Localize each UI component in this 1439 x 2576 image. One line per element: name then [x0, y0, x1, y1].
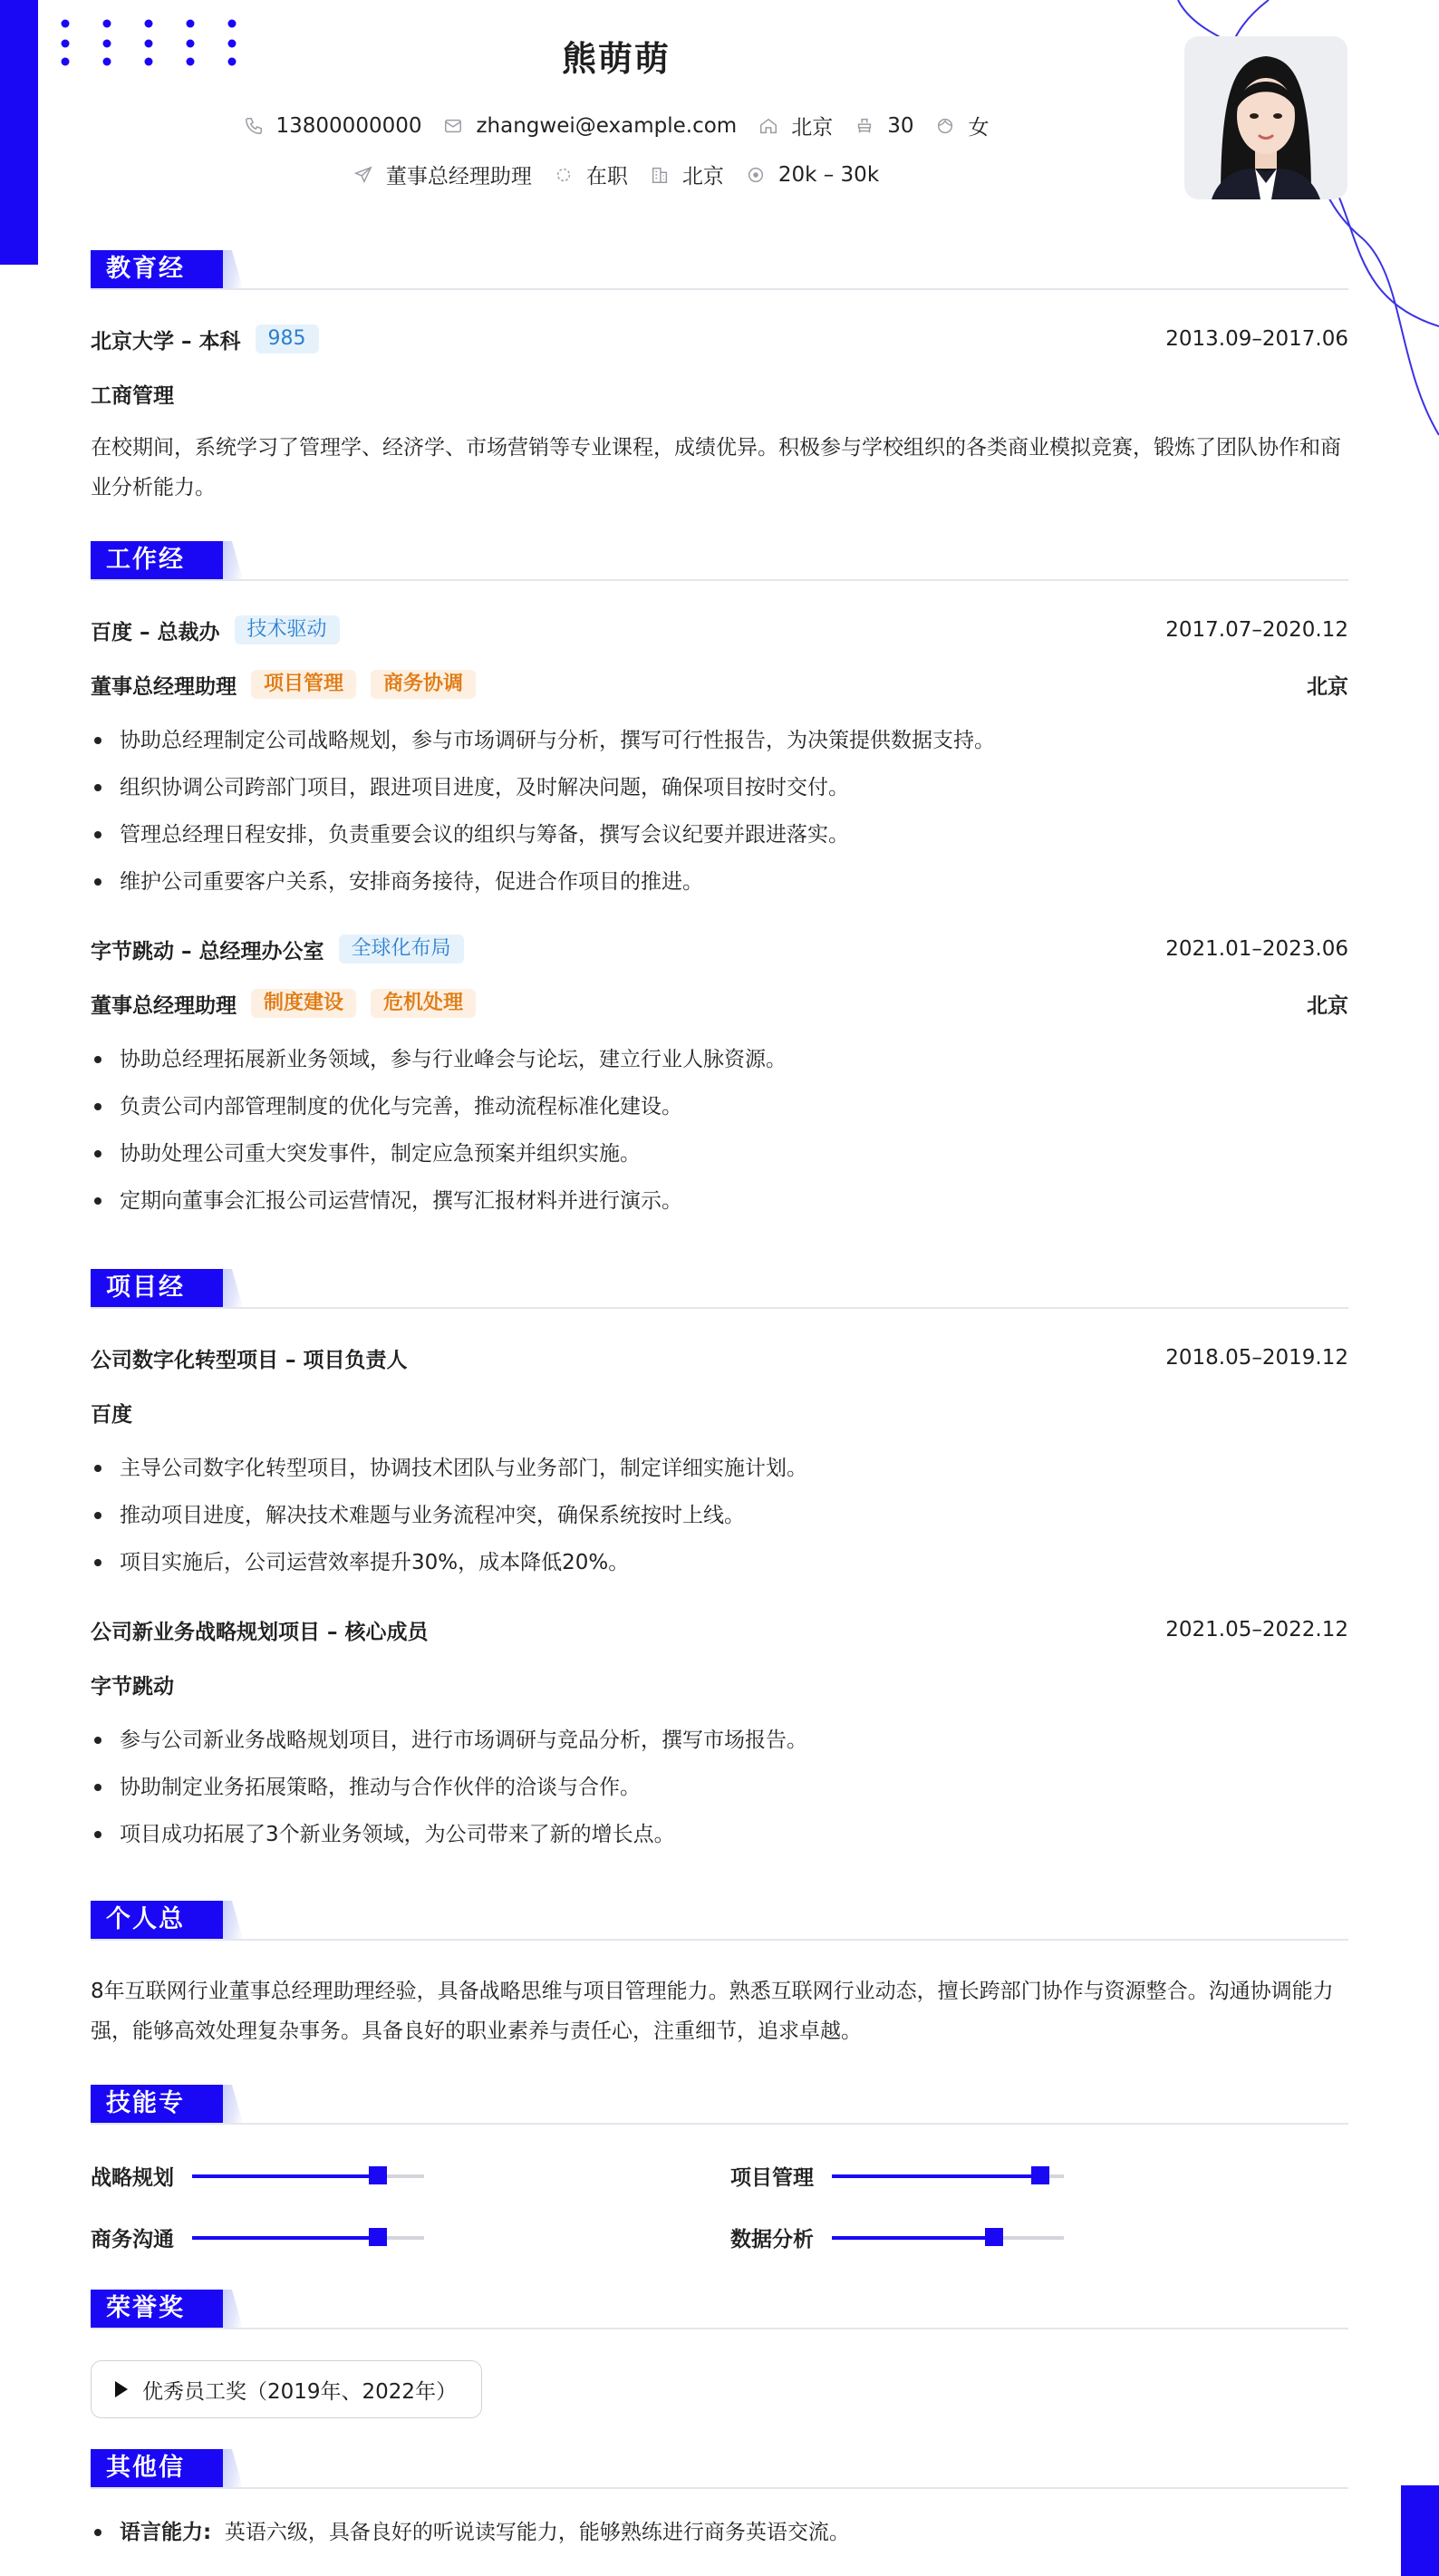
- work-skill-tag: 危机处理: [371, 989, 476, 1018]
- work-company: 字节跳动 – 总经理办公室: [91, 939, 324, 964]
- skill-level-knob: [369, 2228, 387, 2246]
- work-company-tag: 全球化布局: [339, 935, 464, 964]
- location-item: [758, 111, 833, 140]
- list-item: 负责公司内部管理制度的优化与完善，推动流程标准化建设。: [91, 1083, 1348, 1130]
- other-title: 其他信息: [91, 2449, 223, 2487]
- caret-right-icon: [115, 2381, 128, 2397]
- school-tag: 985: [256, 324, 319, 353]
- work-item-2-company-row: [91, 933, 1348, 965]
- target-city-item: [650, 160, 724, 189]
- list-item: 协助处理公司重大突发事件，制定应急预案并组织实施。: [91, 1130, 1348, 1177]
- gender-text: 女: [968, 116, 990, 140]
- education-major: 工商管理: [91, 383, 174, 408]
- project-title: 公司数字化转型项目 – 项目负责人: [91, 1348, 408, 1372]
- education-section: [91, 250, 1348, 499]
- send-icon: [353, 165, 373, 185]
- work-position: 董事总经理助理: [91, 674, 237, 699]
- age-item: [855, 114, 913, 138]
- list-item: 项目成功拓展了3个新业务领域，为公司带来了新的增长点。: [91, 1811, 1348, 1858]
- skill-level-bar: [192, 2174, 424, 2178]
- work-item-2-bullets: [91, 1036, 1348, 1225]
- project-org: 百度: [91, 1402, 132, 1427]
- salary-icon: [746, 165, 766, 185]
- candidate-name: 熊萌萌: [561, 39, 671, 79]
- other-text: 英语六级，具备良好的听说读写能力，能够熟练进行商务英语交流。: [224, 2521, 850, 2544]
- skill-name: 商务沟通: [91, 2228, 174, 2252]
- work-header: [91, 541, 1348, 612]
- work-title: 工作经历: [91, 541, 223, 579]
- honors-section: [91, 2290, 1348, 2404]
- title-tail: [223, 2085, 243, 2123]
- age-text: 30: [887, 113, 914, 138]
- profile-photo: [1184, 36, 1347, 199]
- education-description: 在校期间，系统学习了管理学、经济学、市场营销等专业课程，成绩优异。积极参与学校组织的各类商业模拟竞赛，锻炼了团队协作和商业分析能力。: [91, 436, 1341, 499]
- education-date: 2013.09–2017.06: [1165, 327, 1348, 351]
- project-title: 公司新业务战略规划项目 – 核心成员: [91, 1620, 429, 1644]
- work-company: 百度 – 总裁办: [91, 620, 220, 644]
- other-header: [91, 2449, 1348, 2520]
- list-item: 主导公司数字化转型项目，协调技术团队与业务部门，制定详细实施计划。: [91, 1445, 1348, 1492]
- school-name: 北京大学 – 本科: [91, 329, 241, 353]
- work-city: 北京: [1307, 674, 1348, 699]
- status-item: [554, 160, 628, 189]
- honors-title: 荣誉奖项: [91, 2290, 223, 2328]
- award-text: 优秀员工奖（2019年、2022年）: [142, 2379, 458, 2404]
- list-item: 协助总经理拓展新业务领域，参与行业峰会与论坛，建立行业人脉资源。: [91, 1036, 1348, 1083]
- target-city-text: 北京: [681, 165, 724, 189]
- project-2-bullets: [91, 1717, 1348, 1858]
- building-icon: [650, 165, 670, 185]
- target-position-text: 董事总经理助理: [385, 165, 532, 189]
- work-skill-tag: 制度建设: [251, 989, 356, 1018]
- project-date: 2021.05–2022.12: [1165, 1618, 1348, 1641]
- summary-header: [91, 1901, 1348, 1971]
- education-header: [91, 250, 1348, 321]
- work-item-2-position-row: [91, 987, 1348, 1020]
- summary-text: 8年互联网行业董事总经理助理经验，具备战略思维与项目管理能力。熟悉互联网行业动态，擅长跨部门协作与资源整合。沟通协调能力强，能够高效处理复杂事务。具备良好的职业素养与责任心，注重细节，追求卓越。: [91, 1980, 1334, 2043]
- home-icon: [758, 116, 778, 136]
- list-item: 协助制定业务拓展策略，推动与合作伙伴的洽谈与合作。: [91, 1764, 1348, 1811]
- title-tail: [223, 1269, 243, 1307]
- work-position: 董事总经理助理: [91, 993, 237, 1018]
- work-skill-tag: 商务协调: [371, 670, 476, 699]
- summary-section: [91, 1901, 1348, 2043]
- other-label: 语言能力:: [120, 2521, 212, 2544]
- project-1-title-row: [91, 1341, 1348, 1374]
- phone-text: 13800000000: [275, 113, 422, 138]
- salary-text: 20k – 30k: [777, 162, 880, 187]
- projects-header: [91, 1269, 1348, 1340]
- skill-level-bar: [832, 2236, 1064, 2240]
- skill-level-bar: [832, 2174, 1064, 2178]
- honors-header: [91, 2290, 1348, 2360]
- other-list: [91, 2509, 1348, 2556]
- job-intent-row: [0, 160, 1232, 189]
- work-item-1-position-row: [91, 668, 1348, 701]
- skill-item: [730, 2223, 1064, 2252]
- list-item: 管理总经理日程安排，负责重要会议的组织与筹备，撰写会议纪要并跟进落实。: [91, 811, 1348, 858]
- skill-name: 战略规划: [91, 2166, 174, 2190]
- title-tail: [223, 1901, 243, 1939]
- salary-item: [746, 163, 879, 187]
- contact-info-row: [0, 111, 1232, 140]
- work-item-1-company-row: [91, 614, 1348, 646]
- work-city: 北京: [1307, 993, 1348, 1018]
- email-text: zhangwei@example.com: [476, 113, 738, 138]
- work-date: 2021.01–2023.06: [1165, 937, 1348, 961]
- award-toggle[interactable]: [91, 2360, 482, 2418]
- location-text: 北京: [791, 116, 834, 140]
- list-item: 组织协调公司跨部门项目，跟进项目进度，及时解决问题，确保项目按时交付。: [91, 764, 1348, 811]
- skill-level-knob: [1031, 2166, 1049, 2184]
- title-tail: [223, 250, 243, 288]
- list-item: 维护公司重要客户关系，安排商务接待，促进合作项目的推进。: [91, 858, 1348, 905]
- work-item-1-bullets: [91, 717, 1348, 905]
- skill-level-knob: [369, 2166, 387, 2184]
- status-icon: [554, 165, 574, 185]
- projects-title: 项目经历: [91, 1269, 223, 1307]
- project-1-bullets: [91, 1445, 1348, 1586]
- projects-section: [91, 1269, 1348, 1846]
- title-tail: [223, 541, 243, 579]
- other-section: [91, 2449, 1348, 2544]
- decorative-bar-right: [1401, 2485, 1439, 2576]
- gender-item: [935, 111, 989, 140]
- mail-icon: [443, 116, 463, 136]
- work-section: [91, 541, 1348, 1213]
- list-item: [91, 2509, 1348, 2556]
- skill-item: [730, 2161, 1064, 2191]
- gender-icon: [935, 116, 955, 136]
- education-title: 教育经历: [91, 250, 223, 288]
- phone-item: [244, 114, 422, 138]
- list-item: 定期向董事会汇报公司运营情况，撰写汇报材料并进行演示。: [91, 1177, 1348, 1225]
- email-item: [443, 114, 737, 138]
- summary-title: 个人总结: [91, 1901, 223, 1939]
- list-item: 推动项目进度，解决技术难题与业务流程冲突，确保系统按时上线。: [91, 1492, 1348, 1539]
- project-org: 字节跳动: [91, 1674, 174, 1699]
- award-wrapper: [91, 2360, 482, 2418]
- skill-level-knob: [985, 2228, 1003, 2246]
- skill-level-bar: [192, 2236, 424, 2240]
- work-skill-tag: 项目管理: [251, 670, 356, 699]
- target-position-item: [353, 160, 532, 189]
- project-date: 2018.05–2019.12: [1165, 1346, 1348, 1370]
- skills-title: 技能专长: [91, 2085, 223, 2123]
- age-icon: [855, 116, 874, 136]
- project-2-title-row: [91, 1613, 1348, 1646]
- skill-name: 数据分析: [730, 2228, 814, 2252]
- status-text: 在职: [585, 165, 628, 189]
- phone-icon: [244, 116, 264, 136]
- education-school-row: [91, 323, 1348, 355]
- skills-section: [91, 2085, 1348, 2252]
- list-item: 项目实施后，公司运营效率提升30%，成本降低20%。: [91, 1539, 1348, 1586]
- work-company-tag: 技术驱动: [235, 615, 340, 644]
- skill-item: [91, 2161, 424, 2191]
- skill-item: [91, 2223, 424, 2252]
- title-tail: [223, 2449, 243, 2487]
- skills-header: [91, 2085, 1348, 2155]
- work-date: 2017.07–2020.12: [1165, 618, 1348, 642]
- list-item: 协助总经理制定公司战略规划，参与市场调研与分析，撰写可行性报告，为决策提供数据支持。: [91, 717, 1348, 764]
- list-item: 参与公司新业务战略规划项目，进行市场调研与竞品分析，撰写市场报告。: [91, 1717, 1348, 1764]
- skill-name: 项目管理: [730, 2166, 814, 2190]
- title-tail: [223, 2290, 243, 2328]
